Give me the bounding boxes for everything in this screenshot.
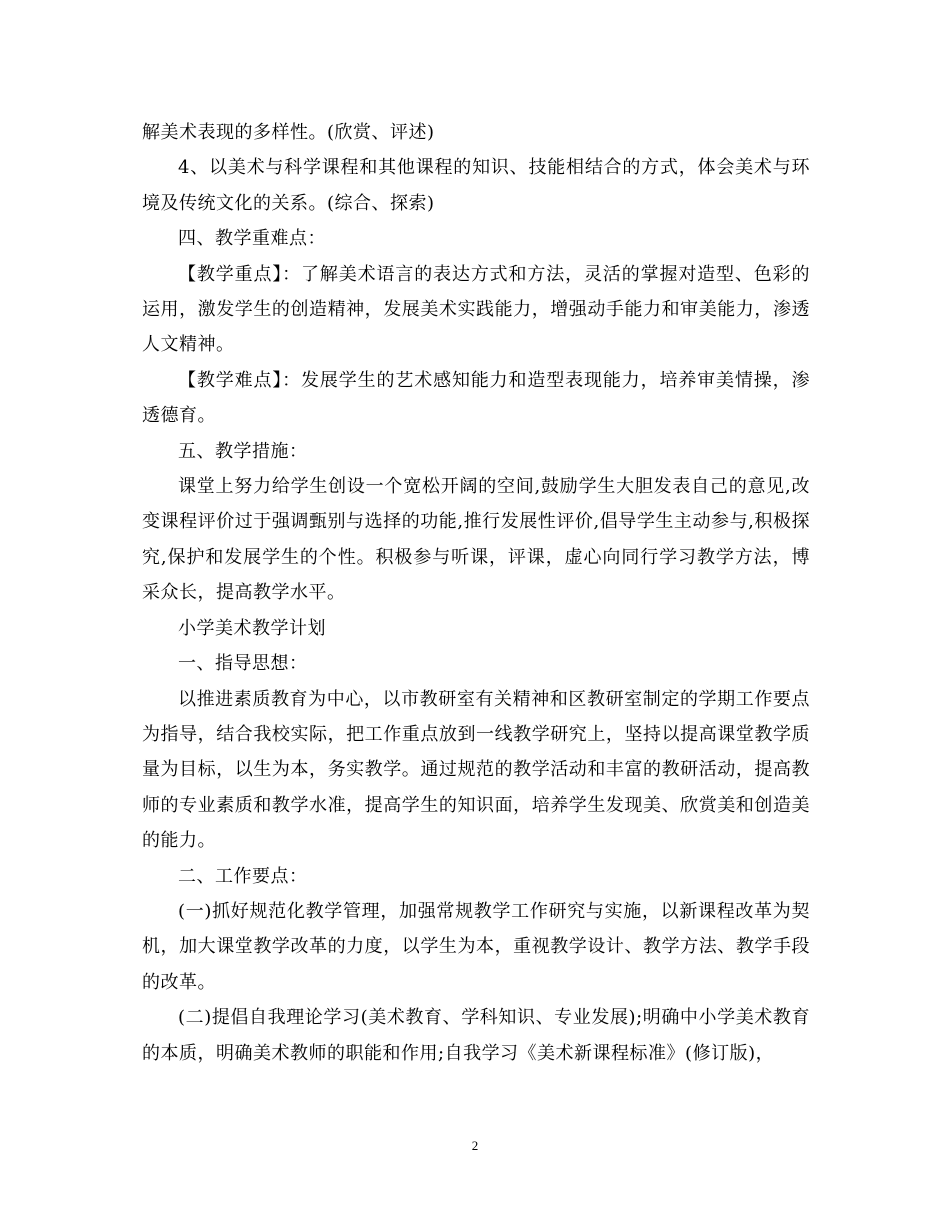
paragraph: 四、教学重难点：: [178, 228, 326, 250]
paragraph: (一)抓好规范化教学管理，加强常规教学工作研究与实施，以新课程改革为契机，加大课堂教学改革的力度，以学生为本，重视教学设计、教学方法、教学手段的改革。: [142, 900, 810, 993]
paragraph: 小学美术教学计划: [178, 617, 326, 639]
paragraph: 【教学难点】：发展学生的艺术感知能力和造型表现能力，培养审美情操，渗透德育。: [142, 369, 810, 427]
paragraph: 一、指导思想：: [178, 653, 308, 675]
paragraph: 4、以美术与科学课程和其他课程的知识、技能相结合的方式，体会美术与环境及传统文化的关系。(综合、探索): [142, 157, 810, 214]
paragraph: 以推进素质教育为中心，以市教研室有关精神和区教研室制定的学期工作要点为指导，结合我校实际，把工作重点放到一线教学研究上，坚持以提高课堂教学质量为目标，以生为本，务实教学。通过规范的教学活动和丰富的教研活动，提高教师的专业素质和教学水准，提高学生的知识面，培养学生发现美、欣赏美和创造美的能力。: [142, 688, 810, 852]
paragraph: (二)提倡自我理论学习(美术教育、学科知识、专业发展);明确中小学美术教育的本质，明确美术教师的职能和作用;自我学习《美术新课程标准》(修订版)，: [142, 1007, 810, 1064]
paragraph: 课堂上努力给学生创设一个宽松开阔的空间,鼓励学生大胆发表自己的意见,改变课程评价过于强调甄别与选择的功能,推行发展性评价,倡导学生主动参与,积极探究,保护和发展学生的个性。积极参与听课，评课，虚心向同行学习教学方法，博采众长，提高教学水平。: [142, 476, 810, 604]
paragraph: 五、教学措施：: [178, 440, 308, 462]
paragraph: 解美术表现的多样性。(欣赏、评述): [142, 122, 435, 143]
page-number: 2: [471, 1138, 479, 1153]
document-body: [142, 115, 810, 1071]
paragraph: 二、工作要点：: [178, 865, 308, 887]
paragraph: 【教学重点】：了解美术语言的表达方式和方法，灵活的掌握对造型、色彩的运用，激发学生的创造精神，发展美术实践能力，增强动手能力和审美能力，渗透人文精神。: [142, 263, 810, 356]
